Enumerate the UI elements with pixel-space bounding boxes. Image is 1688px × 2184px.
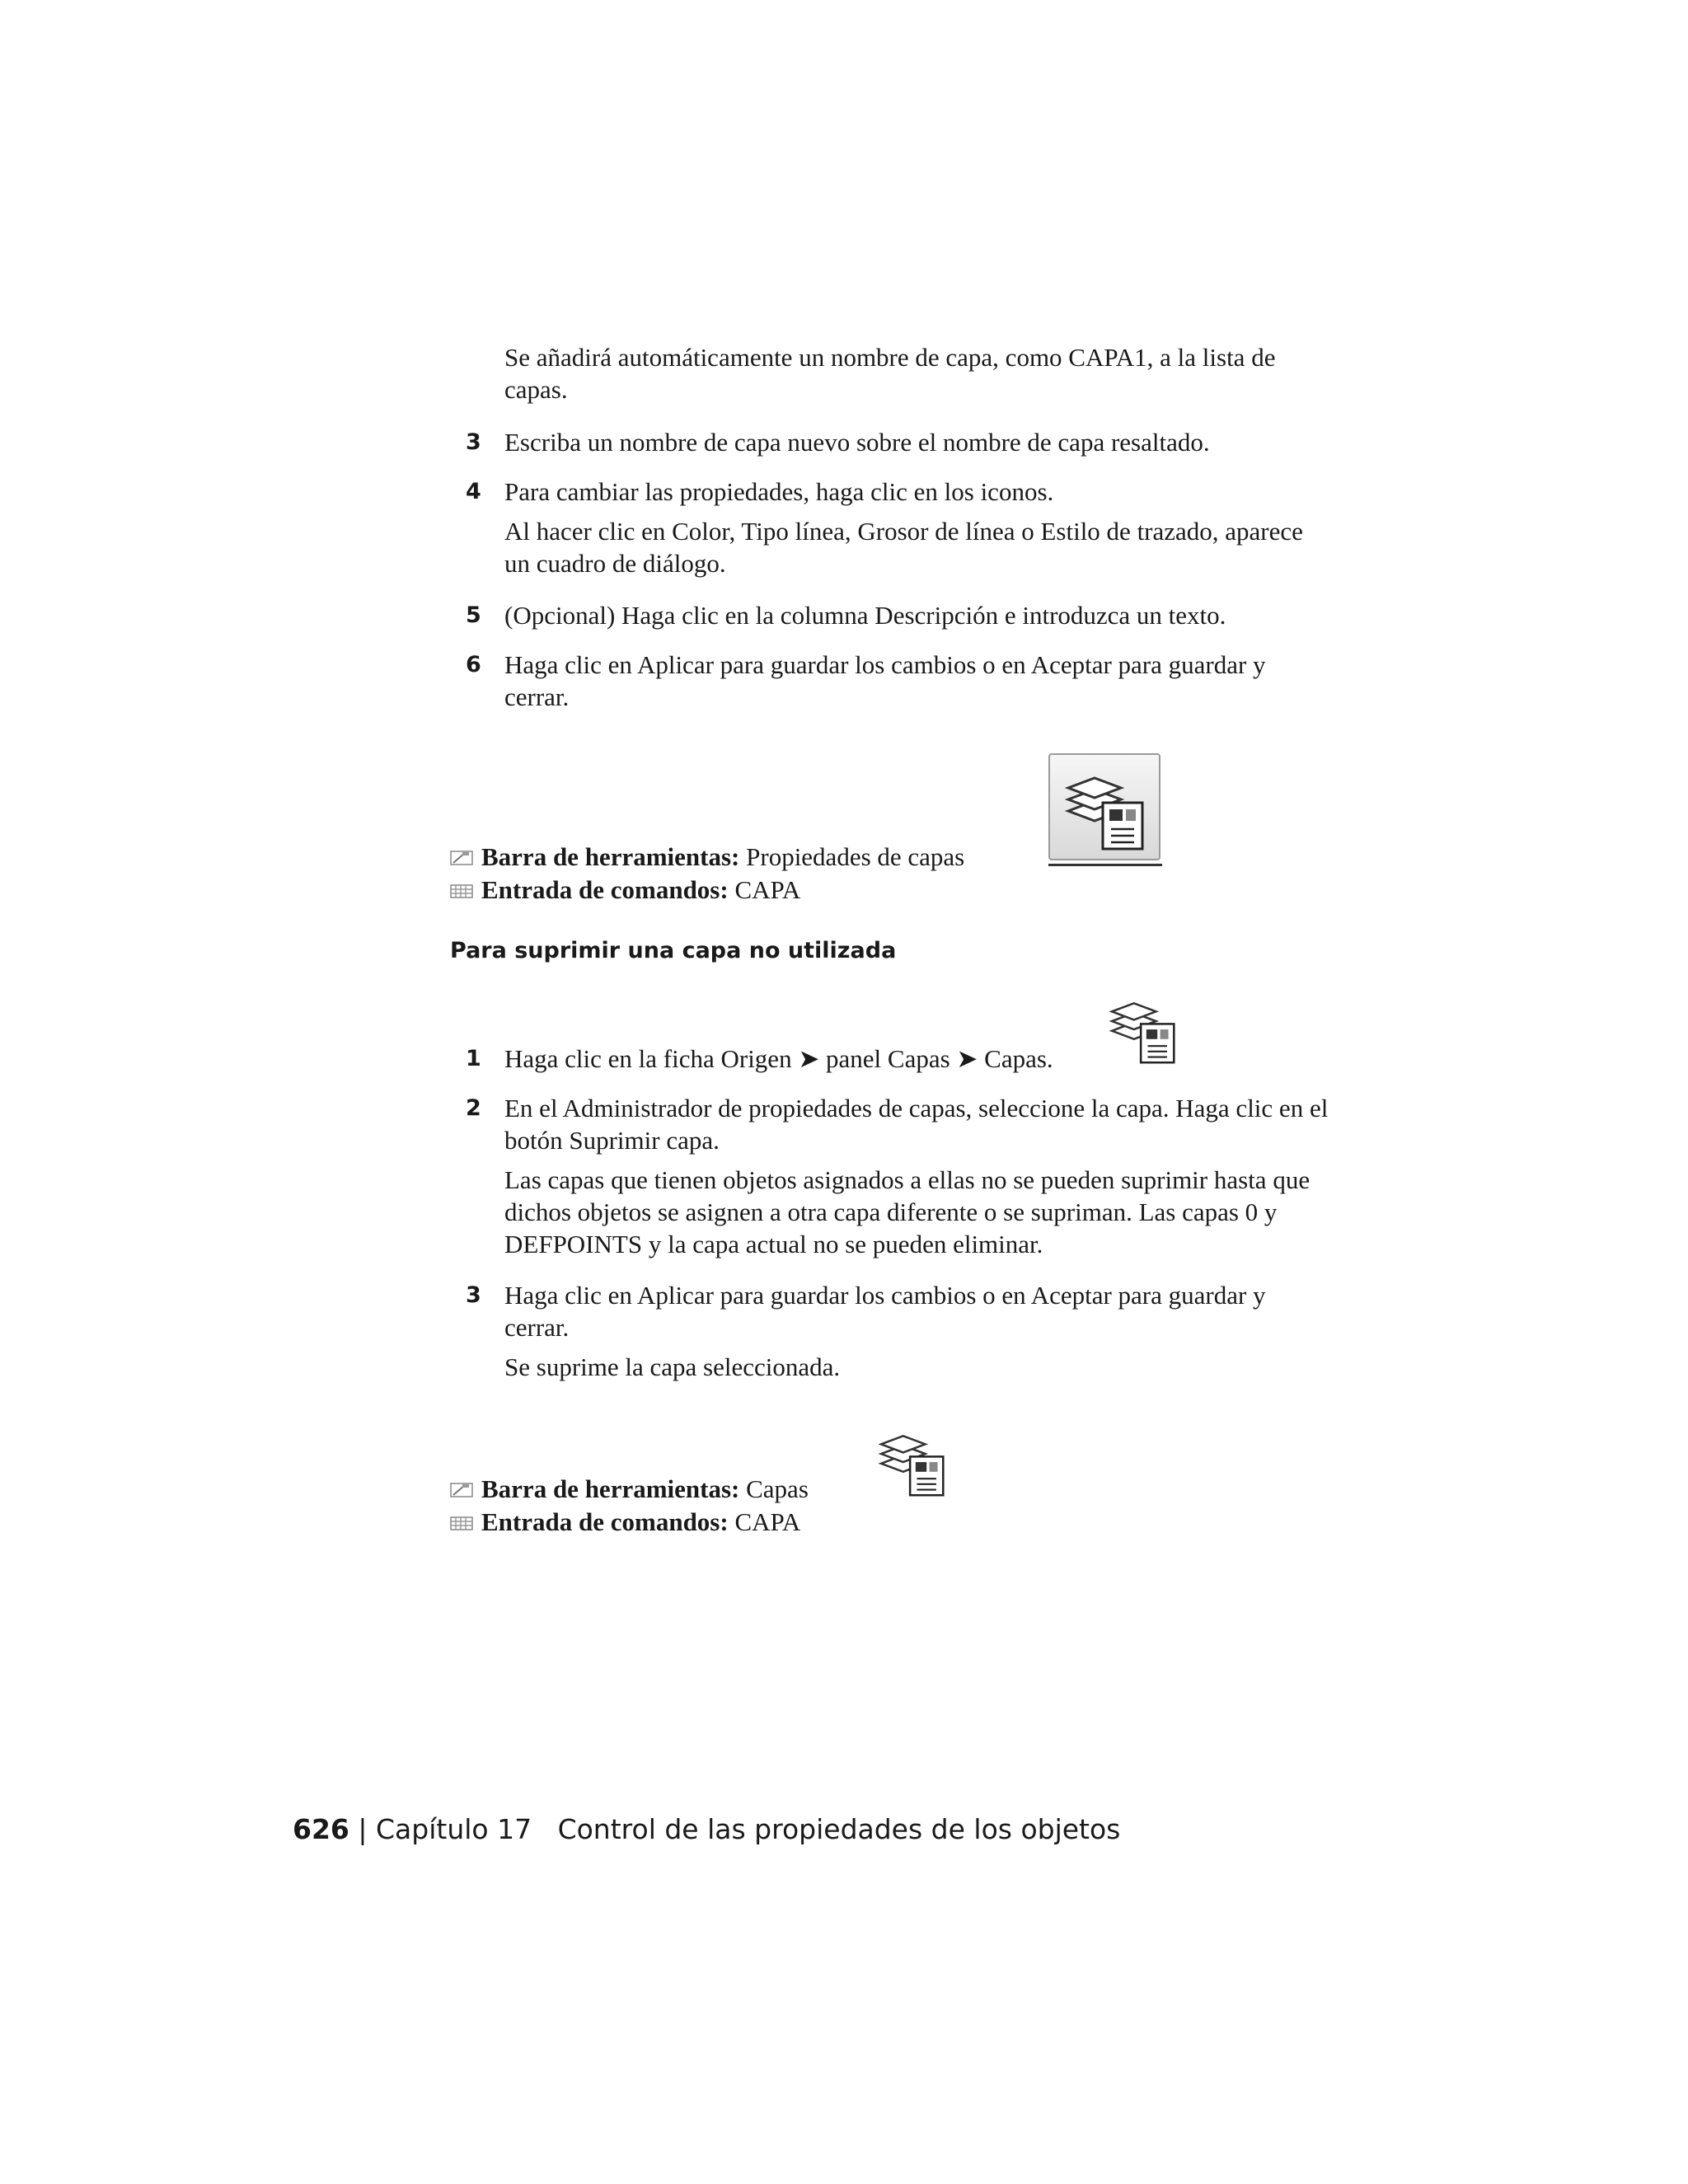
layer-properties-icon [1063, 760, 1154, 855]
step-note: Al hacer clic en Color, Tipo línea, Grosor de línea o Estilo de trazado, aparece un cuadro de diálogo. [504, 517, 1303, 578]
keyboard-icon [450, 1514, 473, 1532]
step-number: 4 [466, 479, 481, 504]
footer-separator: | [358, 1813, 368, 1845]
command-label: Entrada de comandos: [481, 1507, 729, 1536]
step-number: 3 [466, 1282, 481, 1308]
step-number: 3 [466, 429, 481, 455]
step-text: En el Administrador de propiedades de capas, seleccione la capa. Haga clic en el botón Suprimir capa. [504, 1094, 1329, 1155]
intro-paragraph: Se añadirá automáticamente un nombre de capa, como CAPA1, a la lista de capas. [504, 343, 1276, 404]
toolbar-value: Propiedades de capas [746, 842, 965, 871]
step-text: (Opcional) Haga clic en la columna Descripción e introduzca un texto. [504, 601, 1226, 630]
section-heading: Para suprimir una capa no utilizada [450, 938, 897, 963]
step-note: Las capas que tienen objetos asignados a ellas no se pueden suprimir hasta que dichos objetos se asignen a otra capa diferente o se supriman. Las capas 0 y DEFPOINTS y la capa actual no se pueden eliminar. [504, 1165, 1311, 1258]
command-reference [450, 1506, 800, 1538]
toolbar-label: Barra de herramientas: [481, 842, 740, 871]
command-value: CAPA [734, 1507, 801, 1536]
step-text: Para cambiar las propiedades, haga clic en los iconos. [504, 477, 1054, 506]
layer-properties-icon [1108, 987, 1184, 1068]
toolbar-value: Capas [746, 1474, 809, 1503]
divider [1048, 864, 1162, 866]
step-text: Escriba un nombre de capa nuevo sobre el nombre de capa resaltado. [504, 428, 1210, 457]
page-number: 626 [293, 1813, 349, 1845]
chapter-title: Control de las propiedades de los objetos [557, 1813, 1121, 1845]
toolbar-icon [450, 849, 473, 867]
toolbar-reference [450, 1473, 809, 1505]
step-number: 1 [466, 1046, 481, 1071]
toolbar-label: Barra de herramientas: [481, 1474, 740, 1503]
step-number: 6 [466, 652, 481, 677]
layer-properties-icon [877, 1420, 953, 1501]
page-footer [293, 1813, 1120, 1845]
chapter-label: Capítulo 17 [376, 1813, 532, 1845]
command-reference [450, 874, 800, 906]
step-number: 2 [466, 1095, 481, 1121]
step-text: Haga clic en Aplicar para guardar los cambios o en Aceptar para guardar y cerrar. [504, 1281, 1266, 1342]
step-text: Haga clic en Aplicar para guardar los cambios o en Aceptar para guardar y cerrar. [504, 650, 1266, 711]
keyboard-icon [450, 882, 473, 900]
toolbar-reference [450, 841, 964, 873]
step-note: Se suprime la capa seleccionada. [504, 1352, 841, 1381]
command-value: CAPA [734, 875, 801, 904]
step-number: 5 [466, 602, 481, 628]
toolbar-icon [450, 1481, 473, 1499]
command-label: Entrada de comandos: [481, 875, 729, 904]
step-text: Haga clic en la ficha Origen ➤ panel Capas ➤ Capas. [504, 1044, 1053, 1073]
